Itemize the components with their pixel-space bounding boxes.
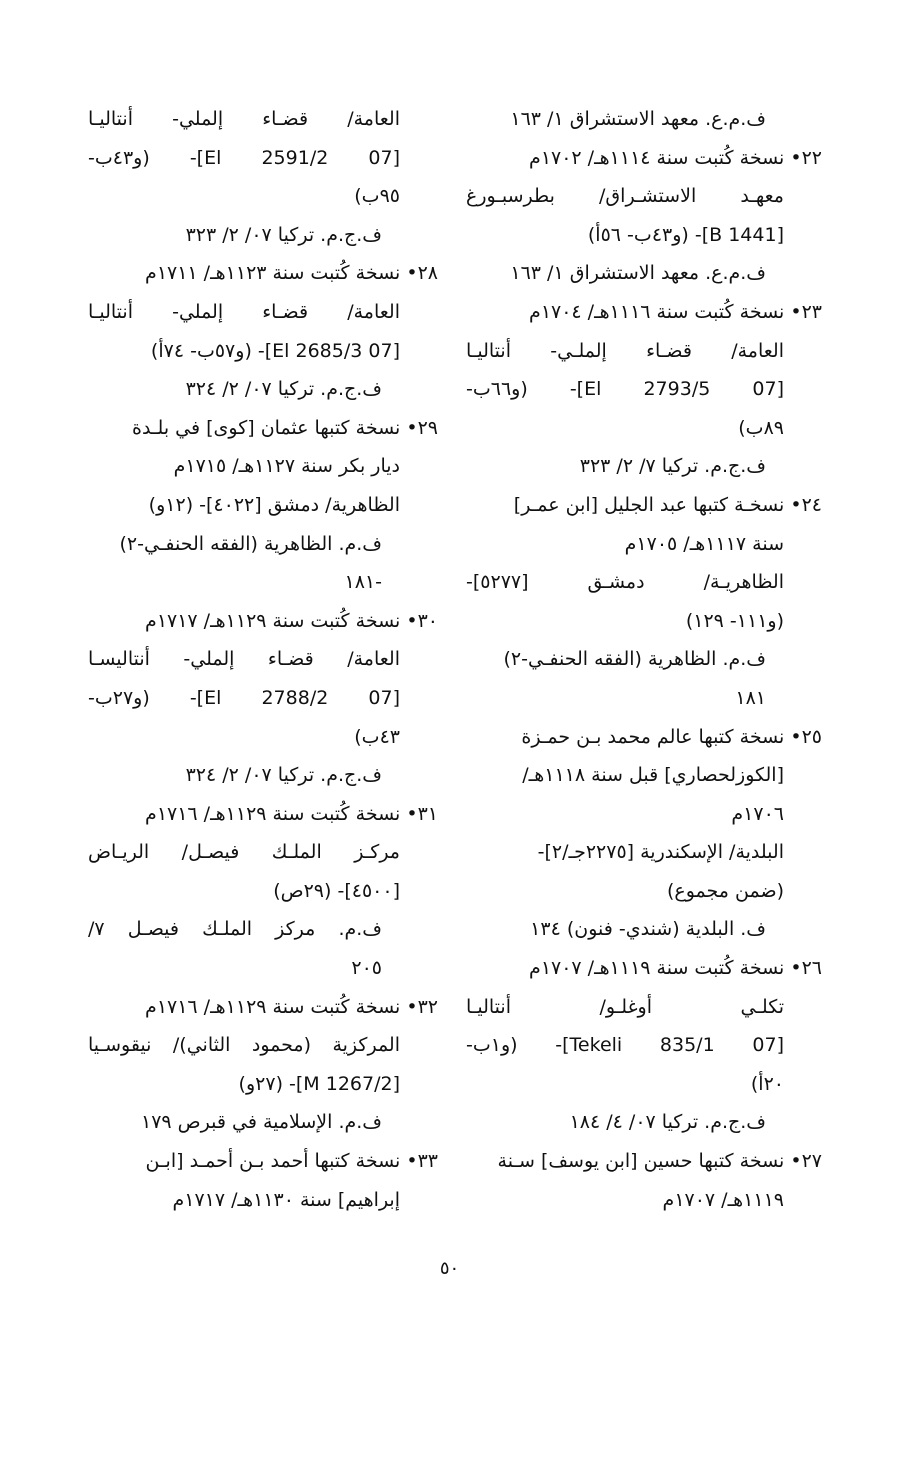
- text-line: ١٨١: [735, 686, 766, 709]
- text-line: ٣٠• نسخة كُتبت سنة ١١٢٩هـ/ ١٧١٧م: [145, 609, 438, 632]
- text-line: ف.م. الظاهرية (الفقه الحنفـي-٢): [119, 532, 382, 555]
- text-line: ف. البلدية (شندي- فنون) ١٣٤: [530, 918, 766, 941]
- text-line: ١٧٠٦م: [731, 802, 784, 825]
- text-line: [07 El 2685/3]- (و٥٧ب- ٧٤أ): [150, 339, 400, 362]
- text-line: ف.م.ع. معهد الاستشراق ١/ ١٦٣: [510, 262, 766, 285]
- text-line: ف.م. الظاهرية (الفقه الحنفـي-٢): [503, 648, 766, 671]
- text-line: (ضمن مجموع): [666, 879, 784, 902]
- text-line: ٢٠٥: [351, 957, 382, 980]
- text-line: -١٨١: [344, 571, 382, 594]
- text-line: مركـز الملـك فيصـل/ الريـاض: [88, 841, 400, 864]
- text-line: ف.ج.م. تركيا ٠٧/ ٢/ ٣٢٤: [185, 764, 382, 787]
- text-line: العامة/ قضـاء إلملـي- أنتاليـا: [466, 339, 784, 362]
- text-line: [M 1267/2]- (٢٧و): [238, 1072, 400, 1095]
- text-line: ٢٤• نسخـة كتبها عبد الجليل [ابن عمـر]: [513, 493, 822, 516]
- text-line: ف.ج.م. تركيا ٧/ ٢/ ٣٢٣: [579, 455, 766, 478]
- text-line: معهـد الاستشـراق/ بطرسبـورغ: [466, 185, 784, 208]
- text-line: البلدية/ الإسكندرية [٢٢٧٥جـ/٢]-: [537, 841, 784, 864]
- text-line: (و١١١- ١٢٩): [685, 609, 784, 632]
- text-line: ف.ج.م. تركيا ٠٧/ ٤/ ١٨٤: [569, 1111, 766, 1134]
- text-line: ٢٣• نسخة كُتبت سنة ١١١٦هـ/ ١٧٠٤م: [529, 300, 822, 323]
- text-line: [07 Tekeli 835/1]- (و١ب-: [466, 1034, 784, 1057]
- text-line: ٤٣ب): [354, 725, 400, 748]
- text-line: إبراهيم] سنة ١١٣٠هـ/ ١٧١٧م: [172, 1188, 400, 1211]
- text-line: ديار بكر سنة ١١٢٧هـ/ ١٧١٥م: [173, 455, 400, 478]
- text-line: ٢٨• نسخة كُتبت سنة ١١٢٣هـ/ ١٧١١م: [145, 262, 438, 285]
- text-line: المركزية (محمود الثاني)/ نيقوسـيا: [88, 1034, 400, 1057]
- text-line: ٢٢• نسخة كُتبت سنة ١١١٤هـ/ ١٧٠٢م: [529, 146, 822, 169]
- text-line: ٣١• نسخة كُتبت سنة ١١٢٩هـ/ ١٧١٦م: [145, 802, 438, 825]
- text-line: ف.م. الإسلامية في قبرص ١٧٩: [141, 1111, 382, 1134]
- text-line: تكلـي أوغلـو/ أنتاليـا: [466, 995, 784, 1018]
- text-line: ٣٣• نسخة كتبها أحمد بـن أحمـد [ابـن: [145, 1150, 438, 1173]
- page-number: ٥٠: [439, 1258, 460, 1279]
- text-line: [٤٥٠٠]- (٢٩ص): [273, 879, 400, 902]
- text-line: الظاهريـة/ دمشـق [٥٢٧٧]-: [466, 571, 784, 594]
- text-line: ٢٥• نسخة كتبها عالم محمد بـن حمـزة: [521, 725, 822, 748]
- text-line: ف.ج.م. تركيا ٠٧/ ٢/ ٣٢٣: [185, 223, 382, 246]
- text-line: [07 El 2591/2]- (و٤٣ب-: [88, 146, 400, 169]
- text-line: ٢٠أ): [750, 1072, 784, 1095]
- text-line: [07 El 2793/5]- (و٦٦ب-: [466, 378, 784, 401]
- text-line: العامة/ قضـاء إلملي- أنتاليـا: [88, 300, 400, 323]
- text-line: ٣٢• نسخة كُتبت سنة ١١٢٩هـ/ ١٧١٦م: [145, 995, 438, 1018]
- text-line: ف.م. مركز الملـك فيصـل ٧/: [88, 918, 382, 941]
- text-line: ٩٥ب): [354, 185, 400, 208]
- text-line: ٢٩• نسخة كتبها عثمان [كوى] في بلـدة: [132, 416, 438, 439]
- right-column: [466, 100, 822, 1219]
- left-column: [88, 100, 438, 1219]
- text-line: [الكوزلحصاري] قبل سنة ١١١٨هـ/: [522, 764, 784, 787]
- text-line: سنة ١١١٧هـ/ ١٧٠٥م: [624, 532, 784, 555]
- text-line: [B 1441]- (و٤٣ب- ٥٦أ): [587, 223, 784, 246]
- text-line: العامة/ قضـاء إلملي- أنتاليسـا: [88, 648, 400, 671]
- text-line: ٨٩ب): [738, 416, 784, 439]
- text-line: الظاهرية/ دمشق [٤٠٢٢]- (١٢و): [148, 493, 400, 516]
- text-line: ف.م.ع. معهد الاستشراق ١/ ١٦٣: [510, 108, 766, 130]
- text-line: ١١١٩هـ/ ١٧٠٧م: [662, 1188, 784, 1211]
- text-line: العامة/ قضـاء إلملي- أنتاليـا: [88, 108, 400, 130]
- text-line: ف.ج.م. تركيا ٠٧/ ٢/ ٣٢٤: [185, 378, 382, 401]
- text-line: [07 El 2788/2]- (و٢٧ب-: [88, 686, 400, 709]
- text-line: ٢٧• نسخة كتبها حسين [ابن يوسف] سـنة: [497, 1150, 822, 1173]
- text-line: ٢٦• نسخة كُتبت سنة ١١١٩هـ/ ١٧٠٧م: [529, 957, 822, 980]
